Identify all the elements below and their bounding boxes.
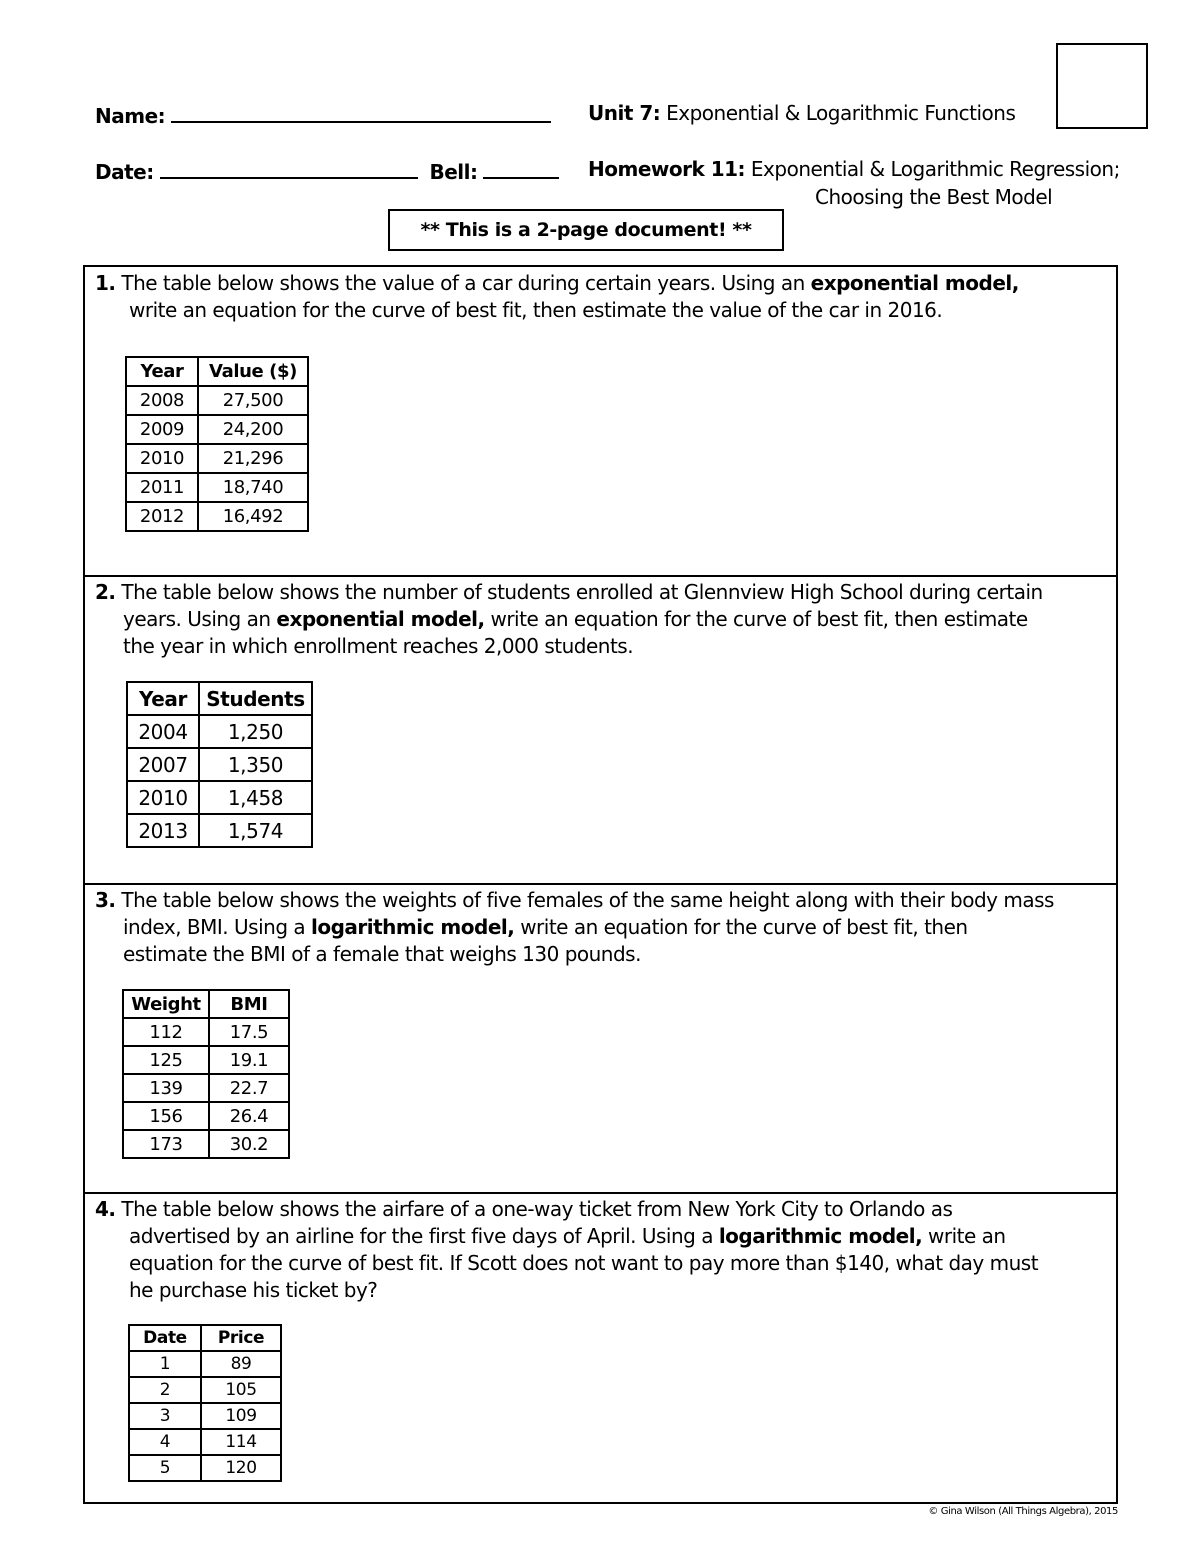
problem-text: write an equation for the curve of best fit, then: [514, 915, 968, 939]
table-cell: 27,500: [198, 386, 308, 415]
model-keyword: exponential model,: [276, 607, 485, 631]
table-cell: 22.7: [209, 1074, 289, 1102]
divider-2-3: [83, 883, 1118, 885]
column-header: BMI: [209, 990, 289, 1018]
copyright-footer: © Gina Wilson (All Things Algebra), 2015: [928, 1506, 1118, 1517]
problem-text: write an: [922, 1224, 1006, 1248]
table-cell: 30.2: [209, 1130, 289, 1158]
bell-blank[interactable]: [483, 157, 559, 179]
table-cell: 1,350: [199, 748, 312, 781]
model-keyword: logarithmic model,: [718, 1224, 923, 1248]
table-cell: 125: [123, 1046, 209, 1074]
column-header: Students: [199, 682, 312, 715]
unit-label: Unit 7:: [588, 101, 661, 125]
problem-text: write an equation for the curve of best fit, then estimate: [484, 607, 1028, 631]
table-cell: 2010: [126, 444, 198, 473]
problem-text: write an equation for the curve of best fit, then estimate the value of the car in 2016.: [129, 298, 943, 322]
problem-3: [95, 887, 1105, 968]
problem-text: The table below shows the value of a car during certain years. Using an: [121, 271, 811, 295]
table-row: [129, 1455, 281, 1481]
table-cell: 2007: [127, 748, 199, 781]
problem-2: [95, 579, 1105, 660]
bell-label: Bell:: [429, 160, 478, 184]
table-row: [126, 502, 308, 531]
table-row: [129, 1351, 281, 1377]
table-cell: 16,492: [198, 502, 308, 531]
table-row: [123, 1102, 289, 1130]
problem-line: [95, 1223, 1105, 1250]
table-cell: 2013: [127, 814, 199, 847]
table-cell: 2010: [127, 781, 199, 814]
name-label: Name:: [95, 104, 166, 128]
name-line: [95, 101, 551, 128]
table-row: [129, 1429, 281, 1455]
table-row: [123, 1074, 289, 1102]
airfare-table: [128, 1324, 282, 1482]
date-line: [95, 157, 559, 184]
problem-line: [95, 914, 1105, 941]
table-cell: 139: [123, 1074, 209, 1102]
column-header: Year: [127, 682, 199, 715]
table-row: [127, 781, 312, 814]
table-cell: 4: [129, 1429, 201, 1455]
problem-text: the year in which enrollment reaches 2,000 students.: [123, 634, 634, 658]
divider-1-2: [83, 575, 1118, 577]
enrollment-table: [126, 681, 313, 848]
unit-heading: [588, 101, 1015, 125]
date-blank[interactable]: [160, 157, 418, 179]
table-cell: 26.4: [209, 1102, 289, 1130]
problem-number: 1.: [95, 271, 116, 295]
table-cell: 21,296: [198, 444, 308, 473]
divider-3-4: [83, 1192, 1118, 1194]
problem-text: equation for the curve of best fit. If Scott does not want to pay more than $140, what day must: [129, 1251, 1039, 1275]
table-cell: 2011: [126, 473, 198, 502]
date-label: Date:: [95, 160, 154, 184]
problem-text: advertised by an airline for the first five days of April. Using a: [129, 1224, 719, 1248]
table-cell: 1,574: [199, 814, 312, 847]
model-keyword: exponential model,: [810, 271, 1019, 295]
table-row: [123, 1130, 289, 1158]
problem-text: The table below shows the weights of five females of the same height along with their body mass: [121, 888, 1054, 912]
model-keyword: logarithmic model,: [310, 915, 515, 939]
problem-number: 2.: [95, 580, 116, 604]
table-cell: 173: [123, 1130, 209, 1158]
table-cell: 2012: [126, 502, 198, 531]
table-row: [127, 814, 312, 847]
table-cell: 1,250: [199, 715, 312, 748]
bmi-table: [122, 989, 290, 1159]
column-header: Year: [126, 357, 198, 386]
table-cell: 1: [129, 1351, 201, 1377]
problem-number: 3.: [95, 888, 116, 912]
homework-label: Homework 11:: [588, 157, 746, 181]
homework-heading: [588, 157, 1120, 181]
problem-1: [95, 270, 1105, 324]
table-cell: 24,200: [198, 415, 308, 444]
problem-text: The table below shows the airfare of a one-way ticket from New York City to Orlando as: [121, 1197, 953, 1221]
homework-title-line2: Choosing the Best Model: [815, 185, 1053, 209]
table-row: [129, 1377, 281, 1403]
table-cell: 19.1: [209, 1046, 289, 1074]
table-cell: 112: [123, 1018, 209, 1046]
table-row: [123, 1046, 289, 1074]
problem-4: [95, 1196, 1105, 1304]
table-cell: 89: [201, 1351, 281, 1377]
table-cell: 105: [201, 1377, 281, 1403]
table-cell: 2008: [126, 386, 198, 415]
table-cell: 2009: [126, 415, 198, 444]
table-row: [126, 386, 308, 415]
problem-number: 4.: [95, 1197, 116, 1221]
table-cell: 17.5: [209, 1018, 289, 1046]
score-box[interactable]: [1056, 43, 1148, 129]
table-row: [126, 444, 308, 473]
problem-line: [95, 606, 1105, 633]
car-value-table: [125, 356, 309, 532]
two-page-notice: ** This is a 2-page document! **: [388, 209, 784, 251]
column-header: Date: [129, 1325, 201, 1351]
table-cell: 120: [201, 1455, 281, 1481]
table-cell: 109: [201, 1403, 281, 1429]
table-cell: 1,458: [199, 781, 312, 814]
table-row: [127, 748, 312, 781]
problem-text: he purchase his ticket by?: [129, 1278, 378, 1302]
column-header: Value ($): [198, 357, 308, 386]
column-header: Weight: [123, 990, 209, 1018]
problem-text: estimate the BMI of a female that weighs 130 pounds.: [123, 942, 641, 966]
problem-text: The table below shows the number of students enrolled at Glennview High School during certain: [121, 580, 1043, 604]
table-cell: 2004: [127, 715, 199, 748]
homework-title-line1: Exponential & Logarithmic Regression;: [750, 157, 1120, 181]
table-row: [126, 473, 308, 502]
table-row: [123, 1018, 289, 1046]
column-header: Price: [201, 1325, 281, 1351]
unit-title: Exponential & Logarithmic Functions: [666, 101, 1016, 125]
problem-text: years. Using an: [123, 607, 277, 631]
table-cell: 18,740: [198, 473, 308, 502]
table-row: [126, 415, 308, 444]
table-cell: 156: [123, 1102, 209, 1130]
table-cell: 114: [201, 1429, 281, 1455]
table-cell: 5: [129, 1455, 201, 1481]
table-row: [129, 1403, 281, 1429]
problem-text: index, BMI. Using a: [123, 915, 311, 939]
table-row: [127, 715, 312, 748]
name-blank[interactable]: [171, 101, 551, 123]
table-cell: 2: [129, 1377, 201, 1403]
table-cell: 3: [129, 1403, 201, 1429]
